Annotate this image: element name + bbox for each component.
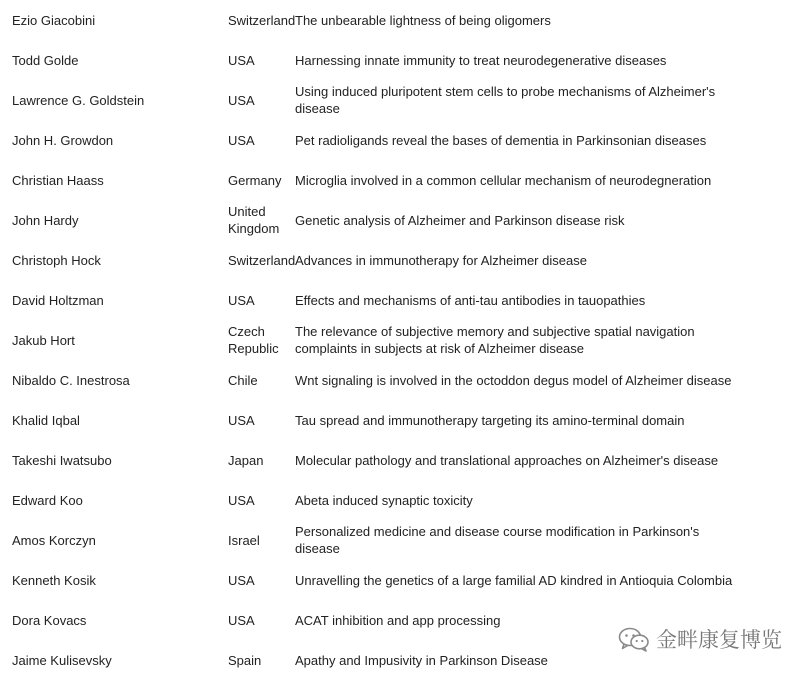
speaker-country: USA bbox=[228, 412, 255, 428]
table-row bbox=[0, 40, 800, 80]
talk-title: Molecular pathology and translational approaches on Alzheimer's disease bbox=[295, 452, 719, 468]
speaker-country: Switzerland bbox=[228, 252, 296, 268]
speaker-country: USA bbox=[228, 492, 255, 508]
speaker-country: USA bbox=[228, 572, 255, 588]
wechat-icon bbox=[618, 626, 650, 652]
table-row bbox=[0, 440, 800, 480]
speaker-name: Takeshi Iwatsubo bbox=[12, 452, 112, 468]
speaker-name: Ezio Giacobini bbox=[12, 12, 96, 28]
table-row bbox=[0, 280, 800, 320]
table-row bbox=[0, 120, 800, 160]
table-row bbox=[0, 480, 800, 520]
talk-title: Advances in immunotherapy for Alzheimer disease bbox=[295, 252, 587, 268]
speaker-country: USA bbox=[228, 52, 255, 68]
speaker-name: Lawrence G. Goldstein bbox=[12, 92, 145, 108]
speaker-name: Christoph Hock bbox=[12, 252, 101, 268]
speaker-country: Switzerland bbox=[228, 12, 296, 28]
talk-title: ACAT inhibition and app processing bbox=[295, 612, 501, 628]
talk-title: Harnessing innate immunity to treat neurodegenerative diseases bbox=[295, 52, 667, 68]
speaker-name: Todd Golde bbox=[12, 52, 79, 68]
table-row bbox=[0, 200, 800, 240]
speaker-country: USA bbox=[228, 292, 255, 308]
talk-title: Using induced pluripotent stem cells to probe mechanisms of Alzheimer's disease bbox=[295, 84, 716, 116]
table-row bbox=[0, 80, 800, 120]
speaker-name: Kenneth Kosik bbox=[12, 572, 96, 588]
speaker-name: Christian Haass bbox=[12, 172, 104, 188]
speaker-country: Czech Republic bbox=[228, 324, 279, 356]
speaker-country: Spain bbox=[228, 652, 262, 668]
table-row bbox=[0, 160, 800, 200]
speaker-country: United Kingdom bbox=[228, 204, 280, 236]
talk-title: Unravelling the genetics of a large familial AD kindred in Antioquia Colombia bbox=[295, 572, 733, 588]
speaker-name: John H. Growdon bbox=[12, 132, 114, 148]
speaker-name: David Holtzman bbox=[12, 292, 104, 308]
speaker-name: Khalid Iqbal bbox=[12, 412, 80, 428]
talk-title: Personalized medicine and disease course modification in Parkinson's disease bbox=[295, 524, 700, 556]
speaker-name: Edward Koo bbox=[12, 492, 83, 508]
talk-title: Genetic analysis of Alzheimer and Parkinson disease risk bbox=[295, 212, 625, 228]
speaker-name: Nibaldo C. Inestrosa bbox=[12, 372, 130, 388]
speaker-country: Israel bbox=[228, 532, 260, 548]
speaker-country: Japan bbox=[228, 452, 264, 468]
speaker-country: Chile bbox=[228, 372, 258, 388]
table-row bbox=[0, 320, 800, 360]
speaker-name: Jakub Hort bbox=[12, 332, 75, 348]
speaker-country: USA bbox=[228, 612, 255, 628]
speaker-name: Dora Kovacs bbox=[12, 612, 87, 628]
talk-title: Pet radioligands reveal the bases of dementia in Parkinsonian diseases bbox=[295, 132, 707, 148]
table-row bbox=[0, 0, 800, 40]
talk-title: Wnt signaling is involved in the octoddon degus model of Alzheimer disease bbox=[295, 372, 732, 388]
table-row bbox=[0, 520, 800, 560]
talk-title: Tau spread and immunotherapy targeting its amino-terminal domain bbox=[295, 412, 685, 428]
speaker-name: Amos Korczyn bbox=[12, 532, 96, 548]
speaker-country: Germany bbox=[228, 172, 282, 188]
talk-title: Microglia involved in a common cellular mechanism of neurodegneration bbox=[295, 172, 712, 188]
speaker-country: USA bbox=[228, 92, 255, 108]
table-row bbox=[0, 360, 800, 400]
table-row bbox=[0, 240, 800, 280]
speaker-name: John Hardy bbox=[12, 212, 79, 228]
talk-title: The unbearable lightness of being oligomers bbox=[295, 12, 551, 28]
speaker-country: USA bbox=[228, 132, 255, 148]
table-row bbox=[0, 400, 800, 440]
talk-title: Effects and mechanisms of anti-tau antibodies in tauopathies bbox=[295, 292, 646, 308]
watermark-text: 金畔康复博览 bbox=[656, 628, 782, 652]
talk-title: Abeta induced synaptic toxicity bbox=[295, 492, 473, 508]
talk-title: The relevance of subjective memory and subjective spatial navigation complaints in subjects at risk of Alzheimer disease bbox=[295, 324, 695, 356]
talk-title: Apathy and Impusivity in Parkinson Disease bbox=[295, 652, 548, 668]
table-row bbox=[0, 560, 800, 600]
watermark bbox=[618, 624, 782, 654]
speaker-name: Jaime Kulisevsky bbox=[12, 652, 112, 668]
